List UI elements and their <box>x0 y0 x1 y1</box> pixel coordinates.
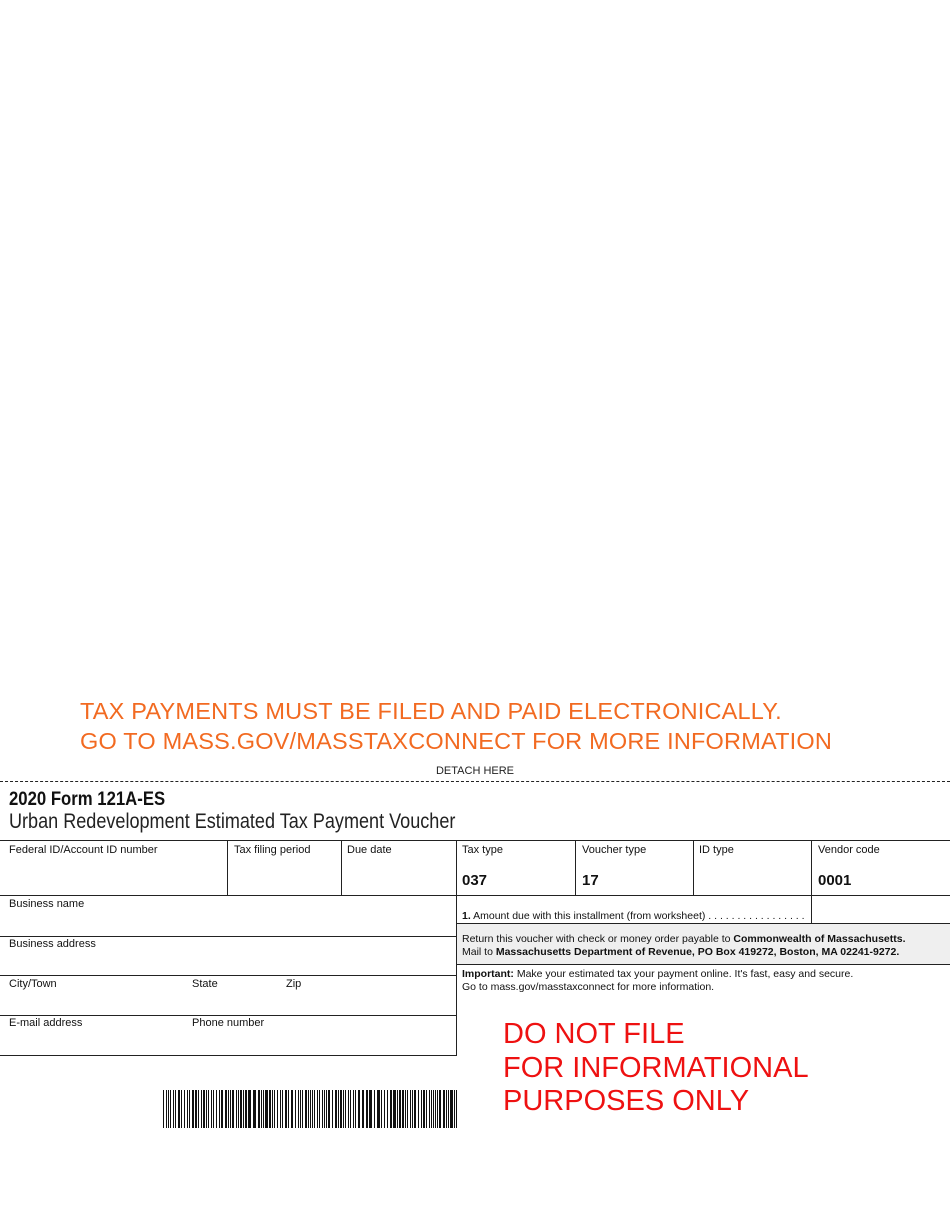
barcode-bar <box>407 1090 408 1128</box>
barcode-bar <box>261 1090 262 1128</box>
vendor-code-value: 0001 <box>818 872 852 889</box>
barcode-bar <box>225 1090 227 1128</box>
barcode-bar <box>219 1090 220 1128</box>
important-note-line2: Go to mass.gov/masstaxconnect for more information. <box>462 981 715 993</box>
vendor-code-label: Vendor code <box>818 844 880 856</box>
barcode-bar <box>393 1090 396 1128</box>
barcode-icon <box>163 1090 459 1128</box>
barcode-bar <box>206 1090 207 1128</box>
important-label: Important: <box>462 968 514 980</box>
barcode-bar <box>319 1090 320 1128</box>
barcode-bar <box>399 1090 401 1128</box>
email-label: E-mail address <box>9 1017 83 1029</box>
barcode-bar <box>238 1090 239 1128</box>
barcode-bar <box>435 1090 436 1128</box>
state-label: State <box>192 978 218 990</box>
barcode-bar <box>243 1090 244 1128</box>
barcode-bar <box>328 1090 330 1128</box>
barcode-bar <box>175 1090 176 1128</box>
barcode-bar <box>314 1090 315 1128</box>
barcode-bar <box>423 1090 425 1128</box>
barcode-bar <box>187 1090 188 1128</box>
amount-due-number: 1. <box>462 910 471 922</box>
barcode-bar <box>163 1090 164 1128</box>
barcode-bar <box>348 1090 349 1128</box>
barcode-bar <box>221 1090 223 1128</box>
barcode-bar <box>312 1090 313 1128</box>
barcode-bar <box>300 1090 301 1128</box>
return-info-line1 <box>462 933 906 945</box>
barcode-bar <box>295 1090 296 1128</box>
barcode-bar <box>335 1090 337 1128</box>
barcode-bar <box>211 1090 212 1128</box>
barcode-bar <box>387 1090 388 1128</box>
important-note-line1 <box>462 968 853 980</box>
barcode-bar <box>181 1090 182 1128</box>
barcode-bar <box>450 1090 453 1128</box>
barcode-bar <box>317 1090 318 1128</box>
detach-dashed-line <box>0 781 950 782</box>
business-name-label: Business name <box>9 898 85 910</box>
barcode-bar <box>433 1090 434 1128</box>
grid-line <box>227 840 228 895</box>
barcode-bar <box>412 1090 413 1128</box>
barcode-bar <box>340 1090 342 1128</box>
grid-line <box>811 840 812 923</box>
barcode-bar <box>269 1090 271 1128</box>
mailing-address: Massachusetts Department of Revenue, PO Box 419272, Boston, MA 02241-9272. <box>495 946 900 958</box>
barcode-bar <box>228 1090 229 1128</box>
barcode-bar <box>258 1090 260 1128</box>
barcode-bar <box>265 1090 268 1128</box>
barcode-bar <box>343 1090 344 1128</box>
electronic-filing-notice-line1: TAX PAYMENTS MUST BE FILED AND PAID ELECTRONICALLY. <box>80 698 782 724</box>
important-text: Make your estimated tax your payment online. It's fast, easy and secure. <box>513 968 854 980</box>
grid-line <box>341 840 342 895</box>
barcode-bar <box>414 1090 416 1128</box>
voucher-type-label: Voucher type <box>582 844 647 856</box>
grid-line <box>575 840 576 895</box>
zip-label: Zip <box>286 978 302 990</box>
barcode-bar <box>263 1090 264 1128</box>
barcode-bar <box>402 1090 404 1128</box>
barcode-bar <box>195 1090 197 1128</box>
do-not-file-line3: PURPOSES ONLY <box>503 1085 750 1117</box>
barcode-bar <box>248 1090 251 1128</box>
barcode-bar <box>390 1090 392 1128</box>
do-not-file-line1: DO NOT FILE <box>503 1018 685 1050</box>
barcode-bar <box>198 1090 199 1128</box>
barcode-bar <box>350 1090 351 1128</box>
barcode-bar <box>236 1090 237 1128</box>
grid-line <box>0 840 950 841</box>
barcode-bar <box>345 1090 346 1128</box>
barcode-bar <box>446 1090 447 1128</box>
barcode-bar <box>358 1090 360 1128</box>
barcode-bar <box>274 1090 275 1128</box>
barcode-bar <box>410 1090 411 1128</box>
barcode-bar <box>166 1090 167 1128</box>
tax-type-value: 037 <box>462 872 488 889</box>
barcode-bar <box>232 1090 234 1128</box>
grid-line <box>457 964 950 965</box>
barcode-bar <box>429 1090 430 1128</box>
barcode-bar <box>374 1090 375 1128</box>
barcode-bar <box>280 1090 281 1128</box>
barcode-bar <box>443 1090 445 1128</box>
barcode-bar <box>253 1090 256 1128</box>
barcode-bar <box>245 1090 247 1128</box>
barcode-bar <box>332 1090 333 1128</box>
barcode-bar <box>201 1090 202 1128</box>
barcode-bar <box>439 1090 441 1128</box>
barcode-bar <box>366 1090 368 1128</box>
barcode-bar <box>282 1090 283 1128</box>
tax-filing-period-label: Tax filing period <box>234 844 311 856</box>
barcode-bar <box>431 1090 432 1128</box>
barcode-bar <box>213 1090 214 1128</box>
barcode-bar <box>173 1090 174 1128</box>
due-date-label: Due date <box>347 844 392 856</box>
return-info-line1-text: Return this voucher with check or money order payable to <box>462 933 734 945</box>
detach-here-label: DETACH HERE <box>435 765 515 777</box>
grid-line <box>0 1015 457 1016</box>
voucher-type-value: 17 <box>582 872 599 889</box>
barcode-bar <box>448 1090 449 1128</box>
grid-line <box>0 936 457 937</box>
grid-line <box>693 840 694 895</box>
barcode-bar <box>302 1090 303 1128</box>
barcode-bar <box>208 1090 209 1128</box>
return-info-line2-text: Mail to <box>462 946 496 958</box>
barcode-bar <box>377 1090 380 1128</box>
barcode-bar <box>240 1090 242 1128</box>
barcode-bar <box>189 1090 190 1128</box>
barcode-bar <box>397 1090 398 1128</box>
city-label: City/Town <box>9 978 57 990</box>
barcode-bar <box>418 1090 419 1128</box>
barcode-bar <box>178 1090 180 1128</box>
barcode-bar <box>192 1090 194 1128</box>
barcode-bar <box>285 1090 287 1128</box>
do-not-file-line2: FOR INFORMATIONAL <box>503 1052 809 1084</box>
barcode-bar <box>456 1090 457 1128</box>
tax-type-label: Tax type <box>462 844 503 856</box>
barcode-bar <box>277 1090 278 1128</box>
barcode-bar <box>369 1090 372 1128</box>
barcode-bar <box>326 1090 327 1128</box>
barcode-bar <box>168 1090 169 1128</box>
barcode-bar <box>338 1090 339 1128</box>
barcode-bar <box>184 1090 185 1128</box>
barcode-bar <box>322 1090 323 1128</box>
barcode-bar <box>170 1090 171 1128</box>
id-type-label: ID type <box>699 844 734 856</box>
barcode-bar <box>291 1090 293 1128</box>
grid-line <box>0 1055 457 1056</box>
barcode-bar <box>230 1090 231 1128</box>
amount-due-leader: . . . . . . . . . . . . . . . . . <box>705 910 805 922</box>
amount-due-line <box>462 910 805 922</box>
barcode-bar <box>324 1090 325 1128</box>
return-info-line2 <box>462 946 899 958</box>
barcode-bar <box>353 1090 354 1128</box>
barcode-bar <box>305 1090 307 1128</box>
form-title: 2020 Form 121A-ES <box>9 789 166 810</box>
electronic-filing-notice-line2: GO TO MASS.GOV/MASSTAXCONNECT FOR MORE INFORMATION <box>80 728 833 754</box>
business-address-label: Business address <box>9 938 96 950</box>
form-subtitle: Urban Redevelopment Estimated Tax Payment Voucher <box>9 810 456 833</box>
barcode-bar <box>288 1090 289 1128</box>
barcode-bar <box>308 1090 309 1128</box>
federal-id-label: Federal ID/Account ID number <box>9 844 158 856</box>
barcode-bar <box>381 1090 382 1128</box>
barcode-bar <box>384 1090 385 1128</box>
barcode-bar <box>298 1090 299 1128</box>
grid-line <box>0 975 457 976</box>
amount-due-label: Amount due with this installment (from worksheet) <box>470 910 706 922</box>
barcode-bar <box>405 1090 406 1128</box>
barcode-bar <box>362 1090 364 1128</box>
barcode-bar <box>310 1090 311 1128</box>
barcode-bar <box>421 1090 422 1128</box>
payee-name: Commonwealth of Massachusetts. <box>733 933 906 945</box>
barcode-bar <box>272 1090 273 1128</box>
grid-line <box>0 895 950 896</box>
barcode-bar <box>216 1090 217 1128</box>
barcode-bar <box>203 1090 205 1128</box>
barcode-bar <box>437 1090 438 1128</box>
phone-label: Phone number <box>192 1017 265 1029</box>
barcode-bar <box>355 1090 356 1128</box>
barcode-bar <box>454 1090 455 1128</box>
barcode-bar <box>426 1090 427 1128</box>
